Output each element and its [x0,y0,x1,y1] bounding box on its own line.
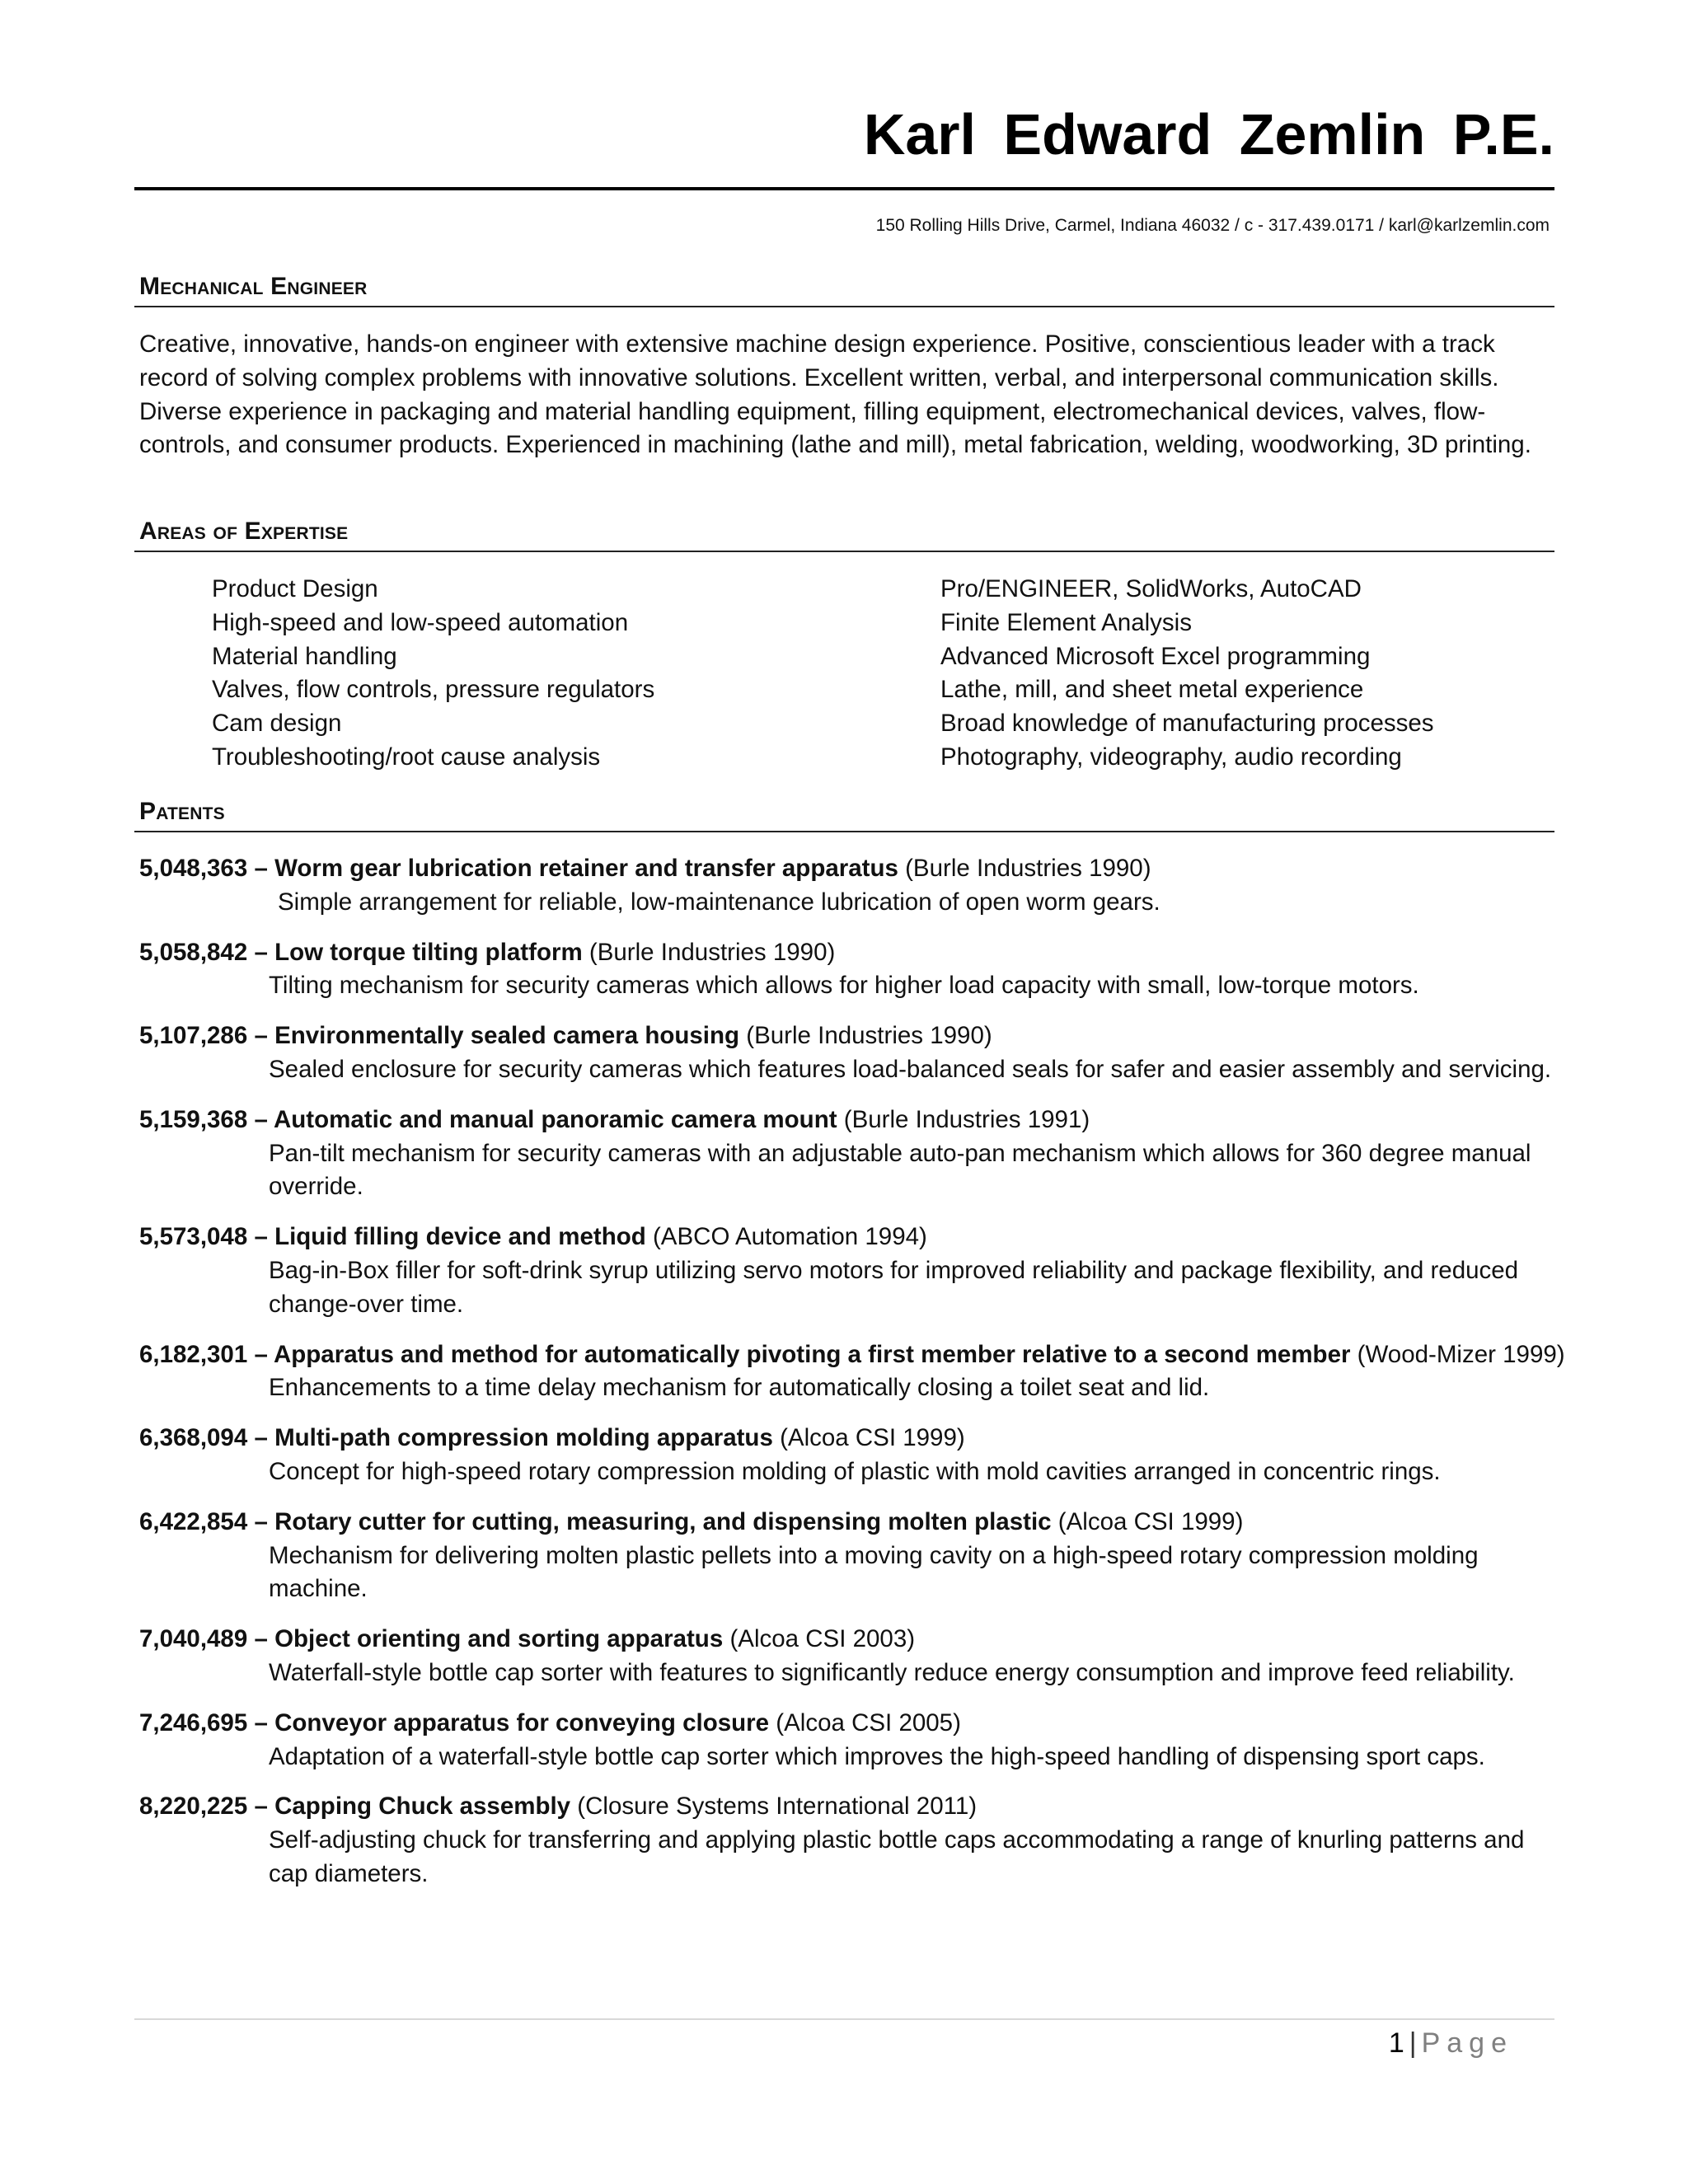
patent-description: Sealed enclosure for security cameras which features load-balanced seals for safer and easier assembly and servicing. [269,1055,1552,1083]
patent-entry [139,1221,1553,1321]
patent-heading: 5,573,048 – Liquid filling device and method (ABCO Automation 1994) [139,1223,927,1251]
expertise-item: High-speed and low-speed automation [212,608,629,636]
patent-description: Waterfall-style bottle cap sorter with features to significantly reduce energy consumption and improve feed reliability. [269,1658,1515,1686]
patent-title: Apparatus and method for automatically pivoting a first member relative to a second member [273,1340,1351,1368]
patent-title: Conveyor apparatus for conveying closure [274,1708,770,1736]
header-divider [134,187,1554,190]
section-title-patents: Patents [139,798,225,825]
patent-list [139,852,1565,1908]
patent-number: 6,182,301 [139,1340,248,1368]
patent-entry [139,1790,1553,1891]
patent-entry [139,1707,1553,1774]
patent-assignee: (Wood-Mizer 1999) [1357,1340,1565,1368]
page-label: Page [1421,2027,1513,2059]
patent-entry [139,936,1553,1004]
section-title-mechanical-engineer: Mechanical Engineer [139,273,368,300]
expertise-item: Material handling [212,642,397,670]
patent-description: Mechanism for delivering molten plastic pellets into a moving cavity on a high-speed rotary compression molding machine. [269,1541,1479,1603]
patent-entry [139,1104,1553,1204]
patent-description: Bag-in-Box filler for soft-drink syrup utilizing servo motors for improved reliability and package flexibility, and reduced change-over time. [269,1256,1519,1318]
patent-entry [139,1422,1553,1489]
patent-title: Worm gear lubrication retainer and transfer apparatus [274,855,898,882]
patent-heading: 6,368,094 – Multi-path compression molding apparatus (Alcoa CSI 1999) [139,1424,965,1452]
patent-assignee: (Burle Industries 1991) [843,1105,1090,1133]
expertise-item: Photography, videography, audio recording [940,743,1402,771]
resume-name: Karl Edward Zemlin P.E. [863,102,1554,166]
patent-description: Tilting mechanism for security cameras which allows for higher load capacity with small, low-torque motors. [269,972,1419,1000]
patent-number: 8,220,225 [139,1793,248,1821]
expertise-item: Advanced Microsoft Excel programming [940,642,1371,670]
expertise-item: Broad knowledge of manufacturing processes [940,710,1434,738]
patent-assignee: (Burle Industries 1990) [905,855,1151,882]
page-number: 1 [1388,2027,1404,2059]
patent-heading: 6,422,854 – Rotary cutter for cutting, measuring, and dispensing molten plastic (Alcoa CSI 1999) [139,1507,1244,1535]
patent-number: 5,573,048 [139,1223,248,1251]
section-divider [134,551,1554,552]
patent-description: Simple arrangement for reliable, low-maintenance lubrication of open worm gears. [278,888,1160,916]
section-title-expertise: Areas of Expertise [139,518,349,545]
patent-title: Rotary cutter for cutting, measuring, and dispensing molten plastic [274,1507,1052,1535]
expertise-list-left [212,573,654,775]
patent-title: Low torque tilting platform [274,938,583,966]
expertise-item: Finite Element Analysis [940,608,1192,636]
section-divider [134,306,1554,307]
expertise-item: Product Design [212,575,378,602]
patent-assignee: (Alcoa CSI 1999) [780,1424,965,1452]
expertise-list-right [940,573,1434,775]
patent-number: 5,048,363 [139,855,248,882]
patent-number: 6,368,094 [139,1424,248,1452]
patent-heading: 6,182,301 – Apparatus and method for automatically pivoting a first member relative to a second member (Wood-Mizer 1999) [139,1340,1565,1368]
patent-entry [139,1506,1553,1606]
patent-heading: 7,246,695 – Conveyor apparatus for conveying closure (Alcoa CSI 2005) [139,1708,961,1736]
patent-description: Pan-tilt mechanism for security cameras with an adjustable auto-pan mechanism which allows for 360 degree manual override. [269,1139,1531,1201]
patent-assignee: (Burle Industries 1990) [746,1022,992,1050]
expertise-item: Lathe, mill, and sheet metal experience [940,676,1364,704]
patent-title: Environmentally sealed camera housing [274,1022,740,1050]
patent-assignee: (Alcoa CSI 1999) [1057,1507,1244,1535]
patent-assignee: (Alcoa CSI 2005) [776,1708,961,1736]
patent-description: Concept for high-speed rotary compression molding of plastic with mold cavities arranged in concentric rings. [269,1457,1441,1485]
patent-assignee: (Closure Systems International 2011) [577,1793,978,1821]
patent-description: Enhancements to a time delay mechanism for automatically closing a toilet seat and lid. [269,1374,1210,1402]
patent-number: 7,246,695 [139,1708,248,1736]
patent-description: Adaptation of a waterfall-style bottle cap sorter which improves the high-speed handling of dispensing sport caps. [269,1742,1485,1770]
patent-entry [139,1623,1553,1690]
expertise-item: Pro/ENGINEER, SolidWorks, AutoCAD [940,575,1362,602]
patent-title: Liquid filling device and method [274,1223,646,1251]
contact-info: 150 Rolling Hills Drive, Carmel, Indiana 46032 / c - 317.439.0171 / karl@karlzemlin.com [875,216,1550,235]
expertise-item: Troubleshooting/root cause analysis [212,743,601,771]
patent-assignee: (Burle Industries 1990) [588,938,836,966]
patent-number: 7,040,489 [139,1625,248,1653]
patent-assignee: (ABCO Automation 1994) [652,1223,927,1251]
patent-heading: 5,048,363 – Worm gear lubrication retainer and transfer apparatus (Burle Industries 1990) [139,855,1151,882]
patent-title: Capping Chuck assembly [274,1793,571,1821]
patent-heading: 5,107,286 – Environmentally sealed camera housing (Burle Industries 1990) [139,1022,992,1050]
patent-entry [139,1019,1553,1087]
patent-heading: 5,058,842 – Low torque tilting platform (Burle Industries 1990) [139,938,836,966]
patent-entry [139,1338,1565,1406]
expertise-item: Cam design [212,710,342,738]
patent-number: 5,159,368 [139,1105,248,1133]
patent-title: Object orienting and sorting apparatus [274,1625,724,1653]
summary-paragraph: Creative, innovative, hands-on engineer with extensive machine design experience. Positive, conscientious leader with a track record of solving complex problems with innovative solutions. Excellent written, verbal, and interpersonal communication skills. Diverse experience in packaging and material handling equipment, filling equipment, electromechanical devices, valves, flow-controls, and consumer products. Experienced in machining (lathe and mill), metal fabrication, welding, woodworking, 3D printing. [139,330,1531,459]
footer-divider [134,2018,1554,2020]
patent-number: 5,107,286 [139,1022,248,1050]
patent-entry [139,852,1553,920]
patent-title: Multi-path compression molding apparatus [274,1424,773,1452]
patent-heading: 7,040,489 – Object orienting and sorting apparatus (Alcoa CSI 2003) [139,1625,916,1653]
patent-number: 6,422,854 [139,1507,248,1535]
section-divider [134,831,1554,832]
patent-description: Self-adjusting chuck for transferring and applying plastic bottle caps accommodating a range of knurling patterns and cap diameters. [269,1826,1525,1887]
resume-page [134,0,1565,2184]
page-footer [1389,2029,1513,2057]
patent-heading: 5,159,368 – Automatic and manual panoramic camera mount (Burle Industries 1991) [139,1105,1090,1133]
patent-number: 5,058,842 [139,938,248,966]
patent-heading: 8,220,225 – Capping Chuck assembly (Closure Systems International 2011) [139,1793,978,1821]
expertise-item: Valves, flow controls, pressure regulators [212,676,655,704]
footer-separator: | [1409,2027,1417,2059]
patent-title: Automatic and manual panoramic camera mount [273,1105,837,1133]
patent-assignee: (Alcoa CSI 2003) [729,1625,916,1653]
